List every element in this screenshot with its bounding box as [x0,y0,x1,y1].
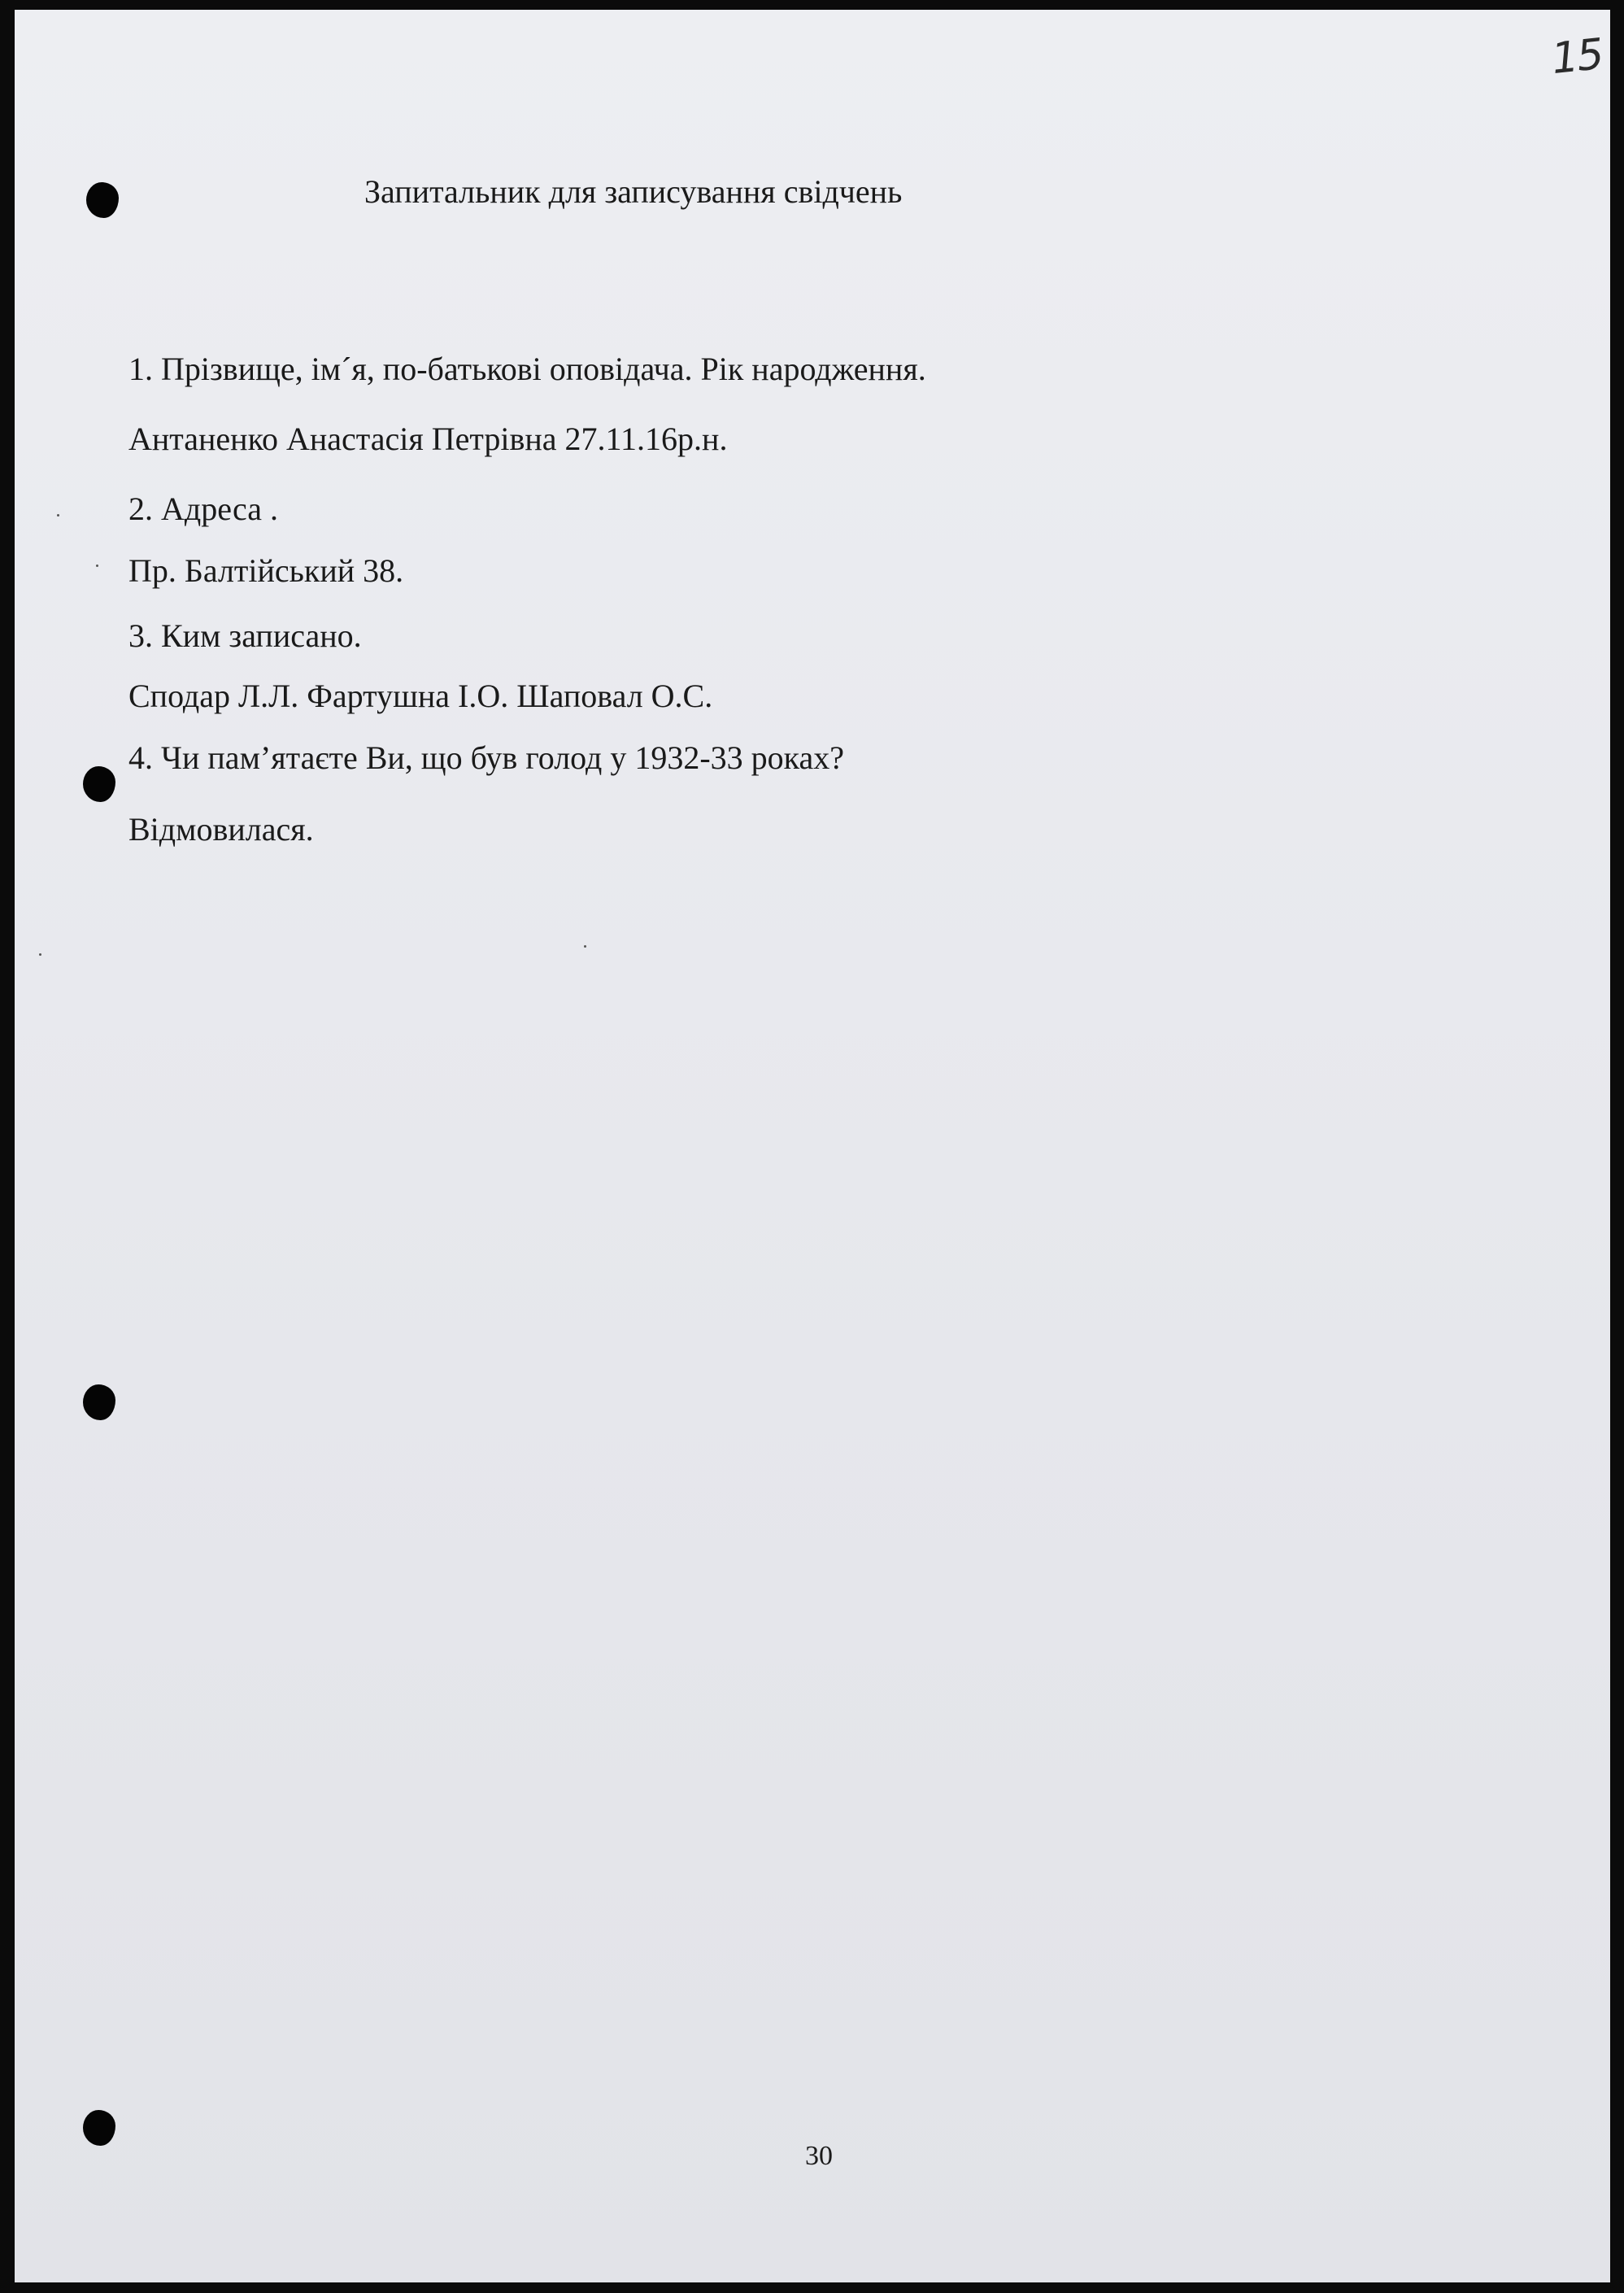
answer-2: Пр. Балтійський 38. [128,552,404,589]
page-number: 30 [805,2141,833,2171]
answer-4: Відмовилася. [128,811,314,848]
answer-1: Антаненко Анастасія Петрівна 27.11.16р.н. [128,421,728,457]
paper-speck [39,953,41,956]
punch-hole [83,1384,115,1420]
punch-hole [86,182,119,218]
punch-hole [83,2110,115,2146]
paper-speck [57,514,59,517]
question-3: 3. Ким записано. [128,617,362,654]
document-page [15,10,1610,2282]
question-2: 2. Адреса . [128,490,278,527]
handwritten-folio-number: 15 [1549,29,1605,85]
paper-speck [96,565,98,567]
question-1: 1. Прізвище, ім´я, по-батькові оповідача. Рік народження. [128,351,926,387]
paper-speck [584,945,586,948]
punch-hole [83,766,115,802]
question-4: 4. Чи пам’ятаєте Ви, що був голод у 1932-33 роках? [128,739,845,776]
document-title: Запитальник для записування свідчень [364,173,903,210]
answer-3: Сподар Л.Л. Фартушна І.О. Шаповал О.С. [128,678,713,714]
